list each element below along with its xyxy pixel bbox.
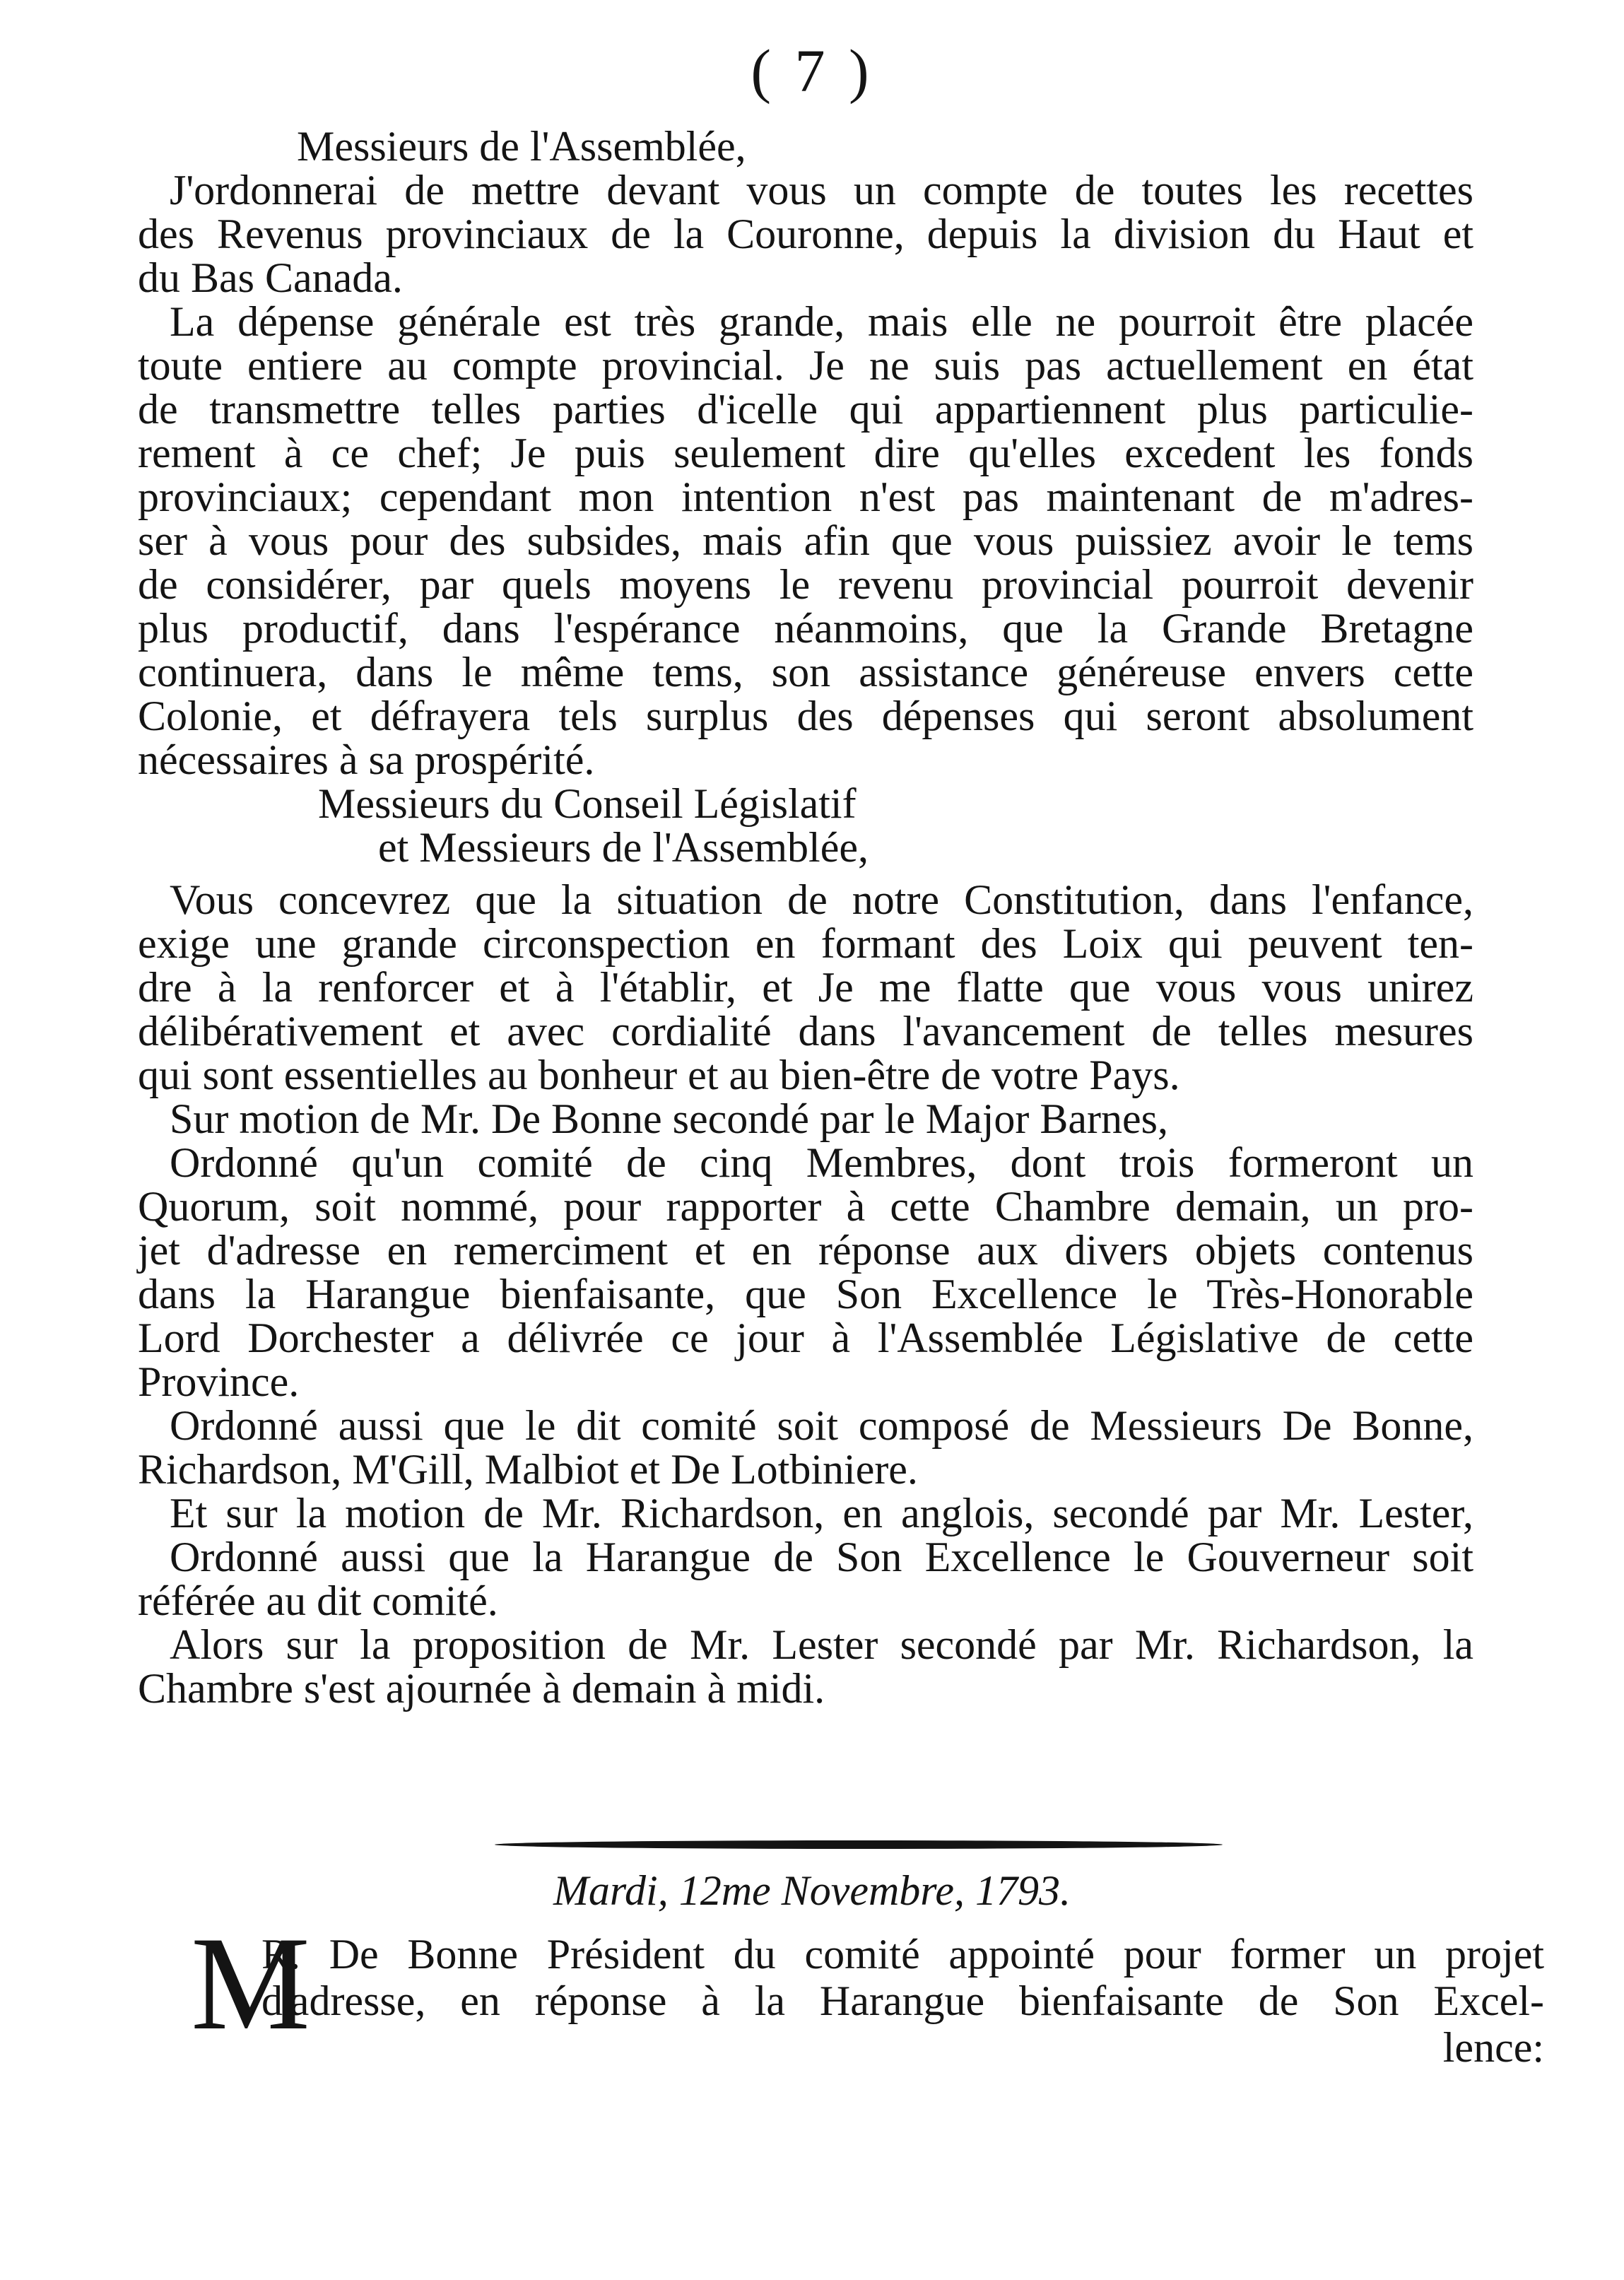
text-line: ser à vous pour des subsides, mais afin que vous puissiez avoir le tems bbox=[138, 517, 1473, 564]
text-line: de transmettre telles parties d'icelle qui appartiennent plus particulie- bbox=[138, 386, 1473, 433]
text-line: Ordonné aussi que le dit comité soit composé de Messieurs De Bonne, bbox=[170, 1402, 1473, 1449]
text-line: nécessaires à sa prospérité. bbox=[138, 736, 595, 783]
body-text bbox=[138, 124, 1473, 1710]
drop-cap: M bbox=[191, 1910, 310, 2058]
text-line: dre à la renforcer et à l'établir, et Je me flatte que vous vous unirez bbox=[138, 964, 1473, 1011]
text-line: Ordonné aussi que la Harangue de Son Excellence le Gouverneur soit bbox=[170, 1534, 1473, 1580]
text-line: Ordonné qu'un comité de cinq Membres, dont trois formeront un bbox=[170, 1139, 1473, 1186]
text-line: Alors sur la proposition de Mr. Lester secondé par Mr. Richardson, la bbox=[170, 1621, 1473, 1668]
text-line: provinciaux; cependant mon intention n'est pas maintenant de m'adres- bbox=[138, 474, 1473, 520]
text-line: qui sont essentielles au bonheur et au bien-être de votre Pays. bbox=[138, 1052, 1180, 1098]
text-line: du Bas Canada. bbox=[138, 254, 403, 301]
text-line: délibérativement et avec cordialité dans l'avancement de telles mesures bbox=[138, 1008, 1473, 1054]
final-paragraph bbox=[191, 1931, 1544, 2071]
section-divider bbox=[495, 1840, 1223, 1849]
text-line: R. De Bonne Président du comité appointé pour former un projet bbox=[261, 1931, 1544, 1978]
text-line: plus productif, dans l'espérance néanmoins, que la Grande Bretagne bbox=[138, 605, 1473, 652]
text-line: Colonie, et défrayera tels surplus des dépenses qui seront absolument bbox=[138, 693, 1473, 739]
text-line: de considérer, par quels moyens le revenu provincial pourroit devenir bbox=[138, 561, 1473, 608]
text-line: toute entiere au compte provincial. Je ne suis pas actuellement en état bbox=[138, 342, 1473, 389]
text-line: Province. bbox=[138, 1358, 300, 1405]
text-line: Quorum, soit nommé, pour rapporter à cette Chambre demain, un pro- bbox=[138, 1183, 1473, 1230]
date-heading: Mardi, 12me Novembre, 1793. bbox=[553, 1867, 1071, 1914]
text-line: Richardson, M'Gill, Malbiot et De Lotbiniere. bbox=[138, 1446, 918, 1493]
text-line: La dépense générale est très grande, mais elle ne pourroit être placée bbox=[170, 298, 1473, 345]
text-line: Vous concevrez que la situation de notre Constitution, dans l'enfance, bbox=[170, 876, 1473, 923]
salutation-line-2: et Messieurs de l'Assemblée, bbox=[378, 824, 869, 871]
salutation-line-1: Messieurs du Conseil Législatif bbox=[318, 780, 857, 827]
text-line: Lord Dorchester a délivrée ce jour à l'Assemblée Législative de cette bbox=[138, 1315, 1473, 1361]
text-line: d'adresse, en réponse à la Harangue bienfaisante de Son Excel- bbox=[261, 1978, 1544, 2024]
text-line: exige une grande circonspection en formant des Loix qui peuvent ten- bbox=[138, 920, 1473, 967]
text-line: J'ordonnerai de mettre devant vous un compte de toutes les recettes bbox=[170, 167, 1473, 213]
motion-line: Sur motion de Mr. De Bonne secondé par le Major Barnes, bbox=[170, 1095, 1169, 1142]
text-line: lence: bbox=[1442, 2024, 1544, 2071]
text-line: rement à ce chef; Je puis seulement dire qu'elles excedent les fonds bbox=[138, 430, 1473, 476]
text-line: Chambre s'est ajournée à demain à midi. bbox=[138, 1665, 825, 1712]
text-line: continuera, dans le même tems, son assistance généreuse envers cette bbox=[138, 649, 1473, 695]
motion-line: Et sur la motion de Mr. Richardson, en anglois, secondé par Mr. Lester, bbox=[170, 1490, 1473, 1536]
salutation: Messieurs de l'Assemblée, bbox=[297, 123, 746, 170]
text-line: dans la Harangue bienfaisante, que Son Excellence le Très-Honorable bbox=[138, 1271, 1473, 1317]
text-line: jet d'adresse en remerciment et en réponse aux divers objets contenus bbox=[138, 1227, 1473, 1274]
page-number: ( 7 ) bbox=[751, 37, 873, 105]
text-line: référée au dit comité. bbox=[138, 1577, 498, 1624]
text-line: des Revenus provinciaux de la Couronne, depuis la division du Haut et bbox=[138, 211, 1473, 257]
